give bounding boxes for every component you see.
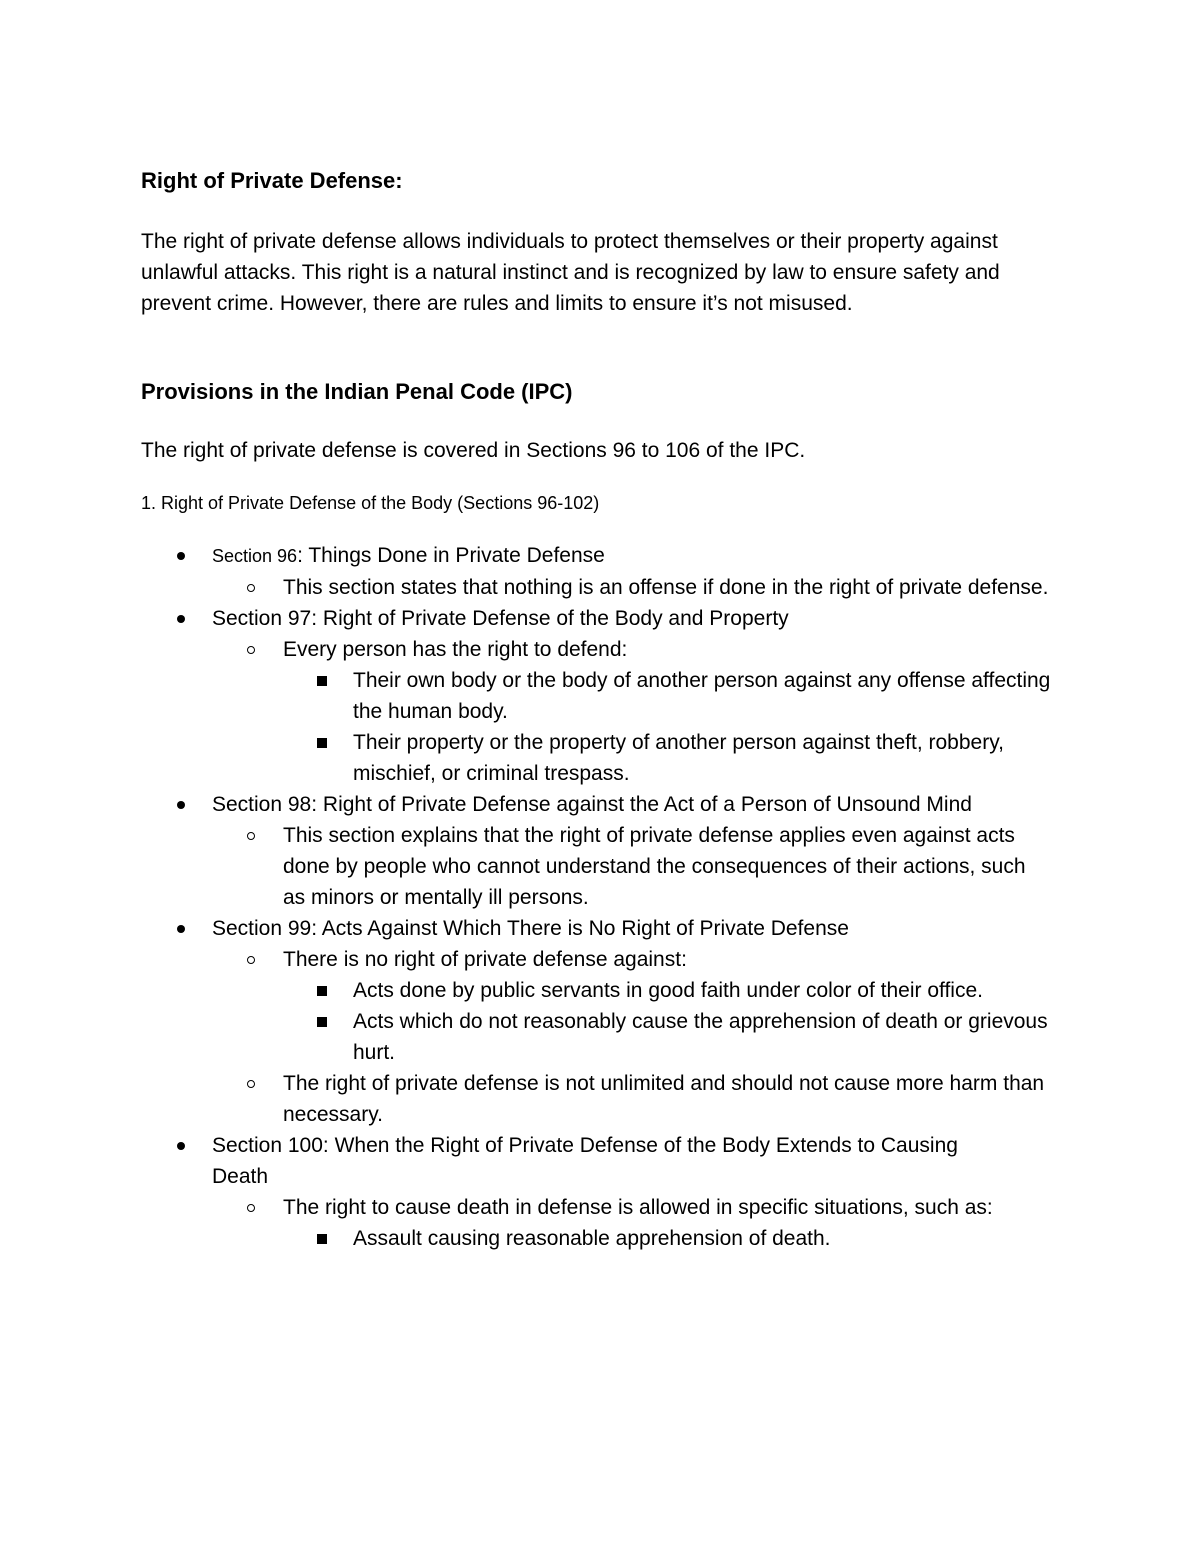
list-item-level-1 [0, 603, 1012, 634]
list-item-level-2 [0, 634, 1053, 665]
sections-list [0, 540, 1200, 1254]
list-item-level-1 [0, 540, 1012, 572]
circle-bullet-icon [247, 956, 255, 964]
list-item-level-2 [0, 944, 1053, 975]
list-item-text: The right to cause death in defense is allowed in specific situations, such as: [283, 1196, 993, 1219]
circle-bullet-icon [247, 1204, 255, 1212]
document-title: Right of Private Defense: [141, 168, 403, 193]
list-item-level-3 [0, 1006, 1053, 1068]
coverage-paragraph: The right of private defense is covered in Sections 96 to 106 of the IPC. [141, 439, 806, 462]
list-item-level-3 [0, 727, 1053, 789]
list-item-text: Section 97: Right of Private Defense of the Body and Property [212, 607, 789, 630]
list-item-level-3 [0, 665, 1053, 727]
circle-bullet-icon [247, 832, 255, 840]
list-item-level-3 [0, 975, 1053, 1006]
list-item-level-2 [0, 1192, 1053, 1223]
disc-bullet-icon [177, 1142, 185, 1150]
list-item-text: Acts which do not reasonably cause the apprehension of death or grievous hurt. [353, 1010, 1048, 1064]
circle-bullet-icon [247, 1080, 255, 1088]
square-bullet-icon [317, 676, 327, 686]
square-bullet-icon [317, 986, 327, 996]
list-item-text: There is no right of private defense against: [283, 948, 687, 971]
list-item-level-1 [0, 913, 1012, 944]
list-item-text: Section 99: Acts Against Which There is No Right of Private Defense [212, 917, 849, 940]
disc-bullet-icon [177, 801, 185, 809]
list-item-text: Their own body or the body of another person against any offense affecting the human body. [353, 669, 1051, 723]
disc-bullet-icon [177, 925, 185, 933]
circle-bullet-icon [247, 584, 255, 592]
square-bullet-icon [317, 1234, 327, 1244]
list-item-text: Section 100: When the Right of Private Defense of the Body Extends to Causing Death [212, 1134, 958, 1188]
square-bullet-icon [317, 1017, 327, 1027]
list-item-level-2 [0, 572, 1053, 603]
disc-bullet-icon [177, 552, 185, 560]
body-defense-subheading: 1. Right of Private Defense of the Body (Sections 96-102) [141, 493, 600, 513]
list-item-text: This section states that nothing is an offense if done in the right of private defense. [283, 576, 1049, 599]
list-item-level-1 [0, 789, 1012, 820]
list-item-text: Acts done by public servants in good faith under color of their office. [353, 979, 983, 1002]
list-item-level-3 [0, 1223, 1053, 1254]
list-item-level-2 [0, 1068, 1053, 1130]
list-item-level-1 [0, 1130, 1012, 1192]
provisions-heading: Provisions in the Indian Penal Code (IPC) [141, 379, 573, 404]
list-item-level-2 [0, 820, 1053, 913]
disc-bullet-icon [177, 615, 185, 623]
list-item-text: Every person has the right to defend: [283, 638, 628, 661]
square-bullet-icon [317, 738, 327, 748]
circle-bullet-icon [247, 646, 255, 654]
list-item-text: Their property or the property of another person against theft, robbery, mischief, or criminal trespass. [353, 731, 1004, 785]
intro-paragraph: The right of private defense allows individuals to protect themselves or their property against unlawful attacks. This right is a natural instinct and is recognized by law to ensure safety and prevent crime. However, there are rules and limits to ensure it’s not misused. [141, 230, 1000, 315]
section-number: Section 96 [212, 546, 298, 566]
list-item-text: : Things Done in Private Defense [297, 544, 605, 567]
list-item-text: Section 98: Right of Private Defense against the Act of a Person of Unsound Mind [212, 793, 972, 816]
list-item-text: This section explains that the right of private defense applies even against acts done by people who cannot understand the consequences of their actions, such as minors or mentally ill persons. [283, 824, 1026, 909]
list-item-text: Assault causing reasonable apprehension of death. [353, 1227, 831, 1250]
list-item-text: The right of private defense is not unlimited and should not cause more harm than necessary. [283, 1072, 1045, 1126]
